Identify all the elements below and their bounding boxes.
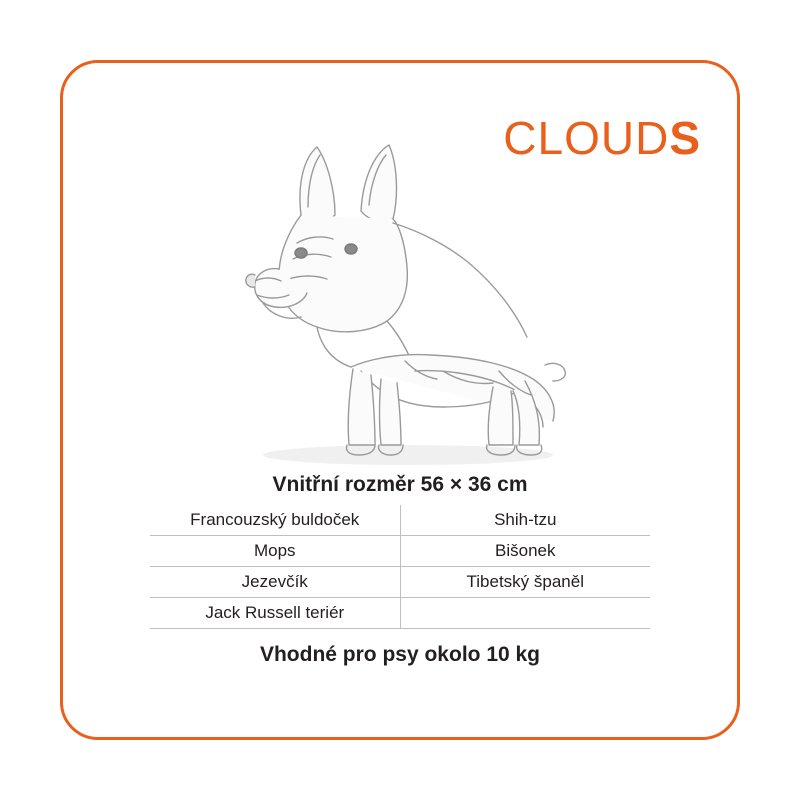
table-row bbox=[150, 567, 650, 598]
table-row bbox=[150, 536, 650, 567]
breed-cell-right: Shih-tzu bbox=[400, 505, 650, 536]
product-info bbox=[63, 473, 737, 667]
french-bulldog-sketch-icon bbox=[193, 103, 613, 503]
product-card bbox=[60, 60, 740, 740]
breed-cell-left: Mops bbox=[150, 536, 400, 567]
brand-name-light: CLOUD bbox=[503, 112, 670, 164]
dog-illustration bbox=[63, 103, 743, 503]
brand-size-letter: S bbox=[669, 112, 701, 164]
table-row bbox=[150, 505, 650, 536]
breed-cell-right: Tibetský španěl bbox=[400, 567, 650, 598]
breed-cell-right bbox=[400, 598, 650, 629]
inner-dimensions-label: Vnitřní rozměr 56 × 36 cm bbox=[272, 473, 528, 496]
breed-cell-right: Bišonek bbox=[400, 536, 650, 567]
table-row bbox=[150, 598, 650, 629]
breed-list-table bbox=[150, 505, 650, 629]
breed-cell-left: Jezevčík bbox=[150, 567, 400, 598]
breed-cell-left: Jack Russell teriér bbox=[150, 598, 400, 629]
breed-cell-left: Francouzský buldoček bbox=[150, 505, 400, 536]
weight-suitability-label: Vhodné pro psy okolo 10 kg bbox=[259, 643, 541, 666]
